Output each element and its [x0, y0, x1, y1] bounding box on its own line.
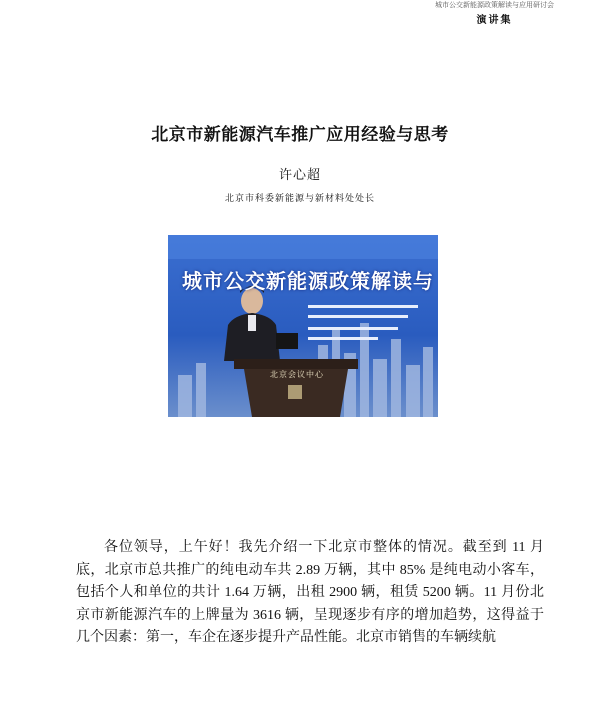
speaker-photo-graphic	[168, 235, 438, 417]
running-header-series: 城市公交新能源政策解读与应用研讨会	[435, 1, 554, 9]
podium-sign: 北京会议中心	[270, 370, 324, 379]
author-name: 许心超	[278, 168, 321, 183]
article-title: 北京市新能源汽车推广应用经验与思考	[151, 125, 449, 145]
running-header-section: 演讲集	[476, 15, 513, 26]
body-paragraph: 各位领导，上午好！我先介绍一下北京市整体的情况。截至到 11 月底，北京市总共推广的纯电动车共 2.89 万辆，其中 85% 是纯电动小客车，包括个人和单位的共计 1.64 万辆，出租 2900 辆，租赁 5200 辆。11 月份北京市新能源汽车的上牌量为 3616 辆，呈现逐步有序的增加趋势，这得益于几个因素：第一，车企在逐步提升产品性能。北京市销售的车辆续航	[76, 540, 544, 645]
author-affiliation: 北京市科委新能源与新材料处处长	[224, 194, 375, 204]
article-body	[76, 537, 544, 650]
running-header	[435, 0, 554, 26]
banner-title: 城市公交新能源政策解读与	[182, 269, 434, 293]
speaker-photo	[168, 235, 438, 417]
